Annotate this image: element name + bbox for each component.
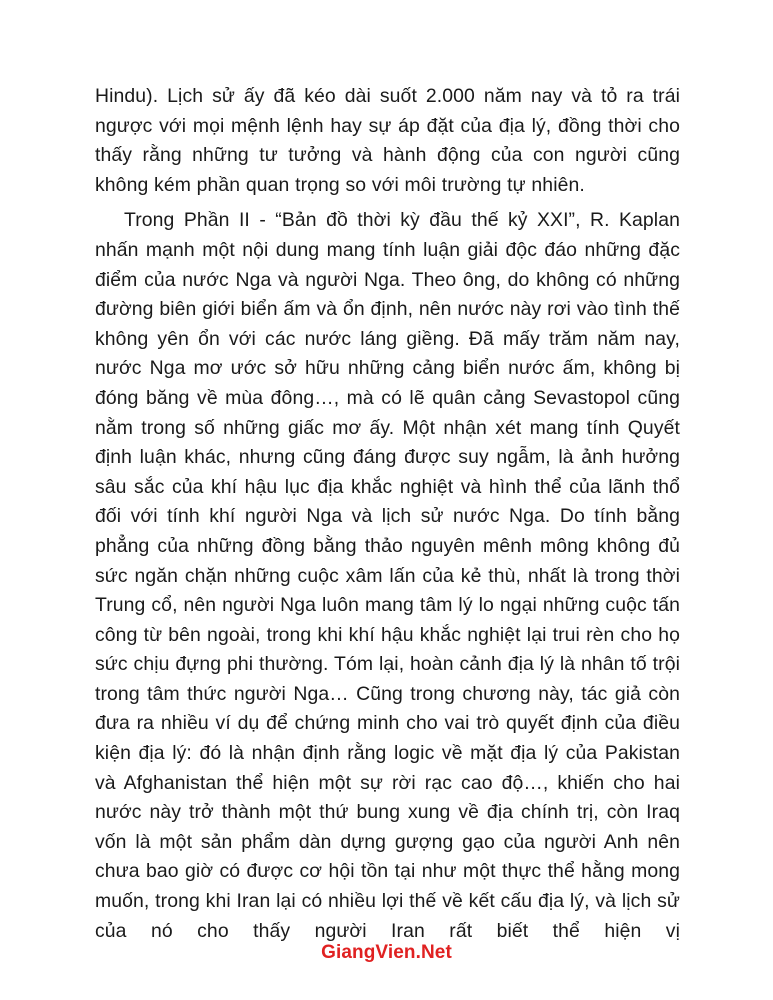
paragraph-2: Trong Phần II - “Bản đồ thời kỳ đầu thế kỷ XXI”, R. Kaplan nhấn mạnh một nội dung mang tính luận giải độc đáo những đặc điểm của nước Nga và người Nga. Theo ông, do không có những đường biên giới biển ấm và ổn định, nên nước này rơi vào tình thế không yên ổn với các nước láng giềng. Đã mấy trăm năm nay, nước Nga mơ ước sở hữu những cảng biển nước ấm, không bị đóng băng về mùa đông…, mà có lẽ quân cảng Sevastopol cũng nằm trong số những giấc mơ ấy. Một nhận xét mang tính Quyết định luận khác, nhưng cũng đáng được suy ngẫm, là ảnh hưởng sâu sắc của khí hậu lục địa khắc nghiệt và hình thể của lãnh thổ đối với tính khí người Nga và lịch sử nước Nga. Do tính bằng phẳng của những đồng bằng thảo nguyên mênh mông không đủ sức ngăn chặn những cuộc xâm lấn của kẻ thù, nhất là trong thời Trung cổ, nên người Nga luôn mang tâm lý lo ngại những cuộc tấn công từ bên ngoài, trong khi khí hậu khắc nghiệt lại trui rèn cho họ sức chịu đựng phi thường. Tóm lại, hoàn cảnh địa lý là nhân tố trội trong tâm thức người Nga… Cũng trong chương này, tác giả còn đưa ra nhiều ví dụ để chứng minh cho vai trò quyết định của điều kiện địa lý: đó là nhận định rằng logic về mặt địa lý của Pakistan và Afghanistan thể hiện một sự rời rạc cao độ…, khiến cho hai nước này trở thành một thứ bung xung về địa chính trị, còn Iraq vốn là một sản phẩm dàn dựng gượng gạo của người Anh nên chưa bao giờ có được cơ hội tồn tại như một thực thể hằng mong muốn, trong khi Iran lại có nhiều lợi thế về kết cấu địa lý, và lịch sử của nó cho thấy người Iran rất biết thể hiện vị (95, 209, 680, 942)
text-column (95, 82, 680, 976)
paragraph-1: Hindu). Lịch sử ấy đã kéo dài suốt 2.000 năm nay và tỏ ra trái ngược với mọi mệnh lệnh hay sự áp đặt của địa lý, đồng thời cho thấy rằng những tư tưởng và hành động của con người cũng không kém phần quan trọng so với môi trường tự nhiên. (95, 85, 680, 196)
site-watermark: GiangVien.Net (321, 942, 452, 963)
